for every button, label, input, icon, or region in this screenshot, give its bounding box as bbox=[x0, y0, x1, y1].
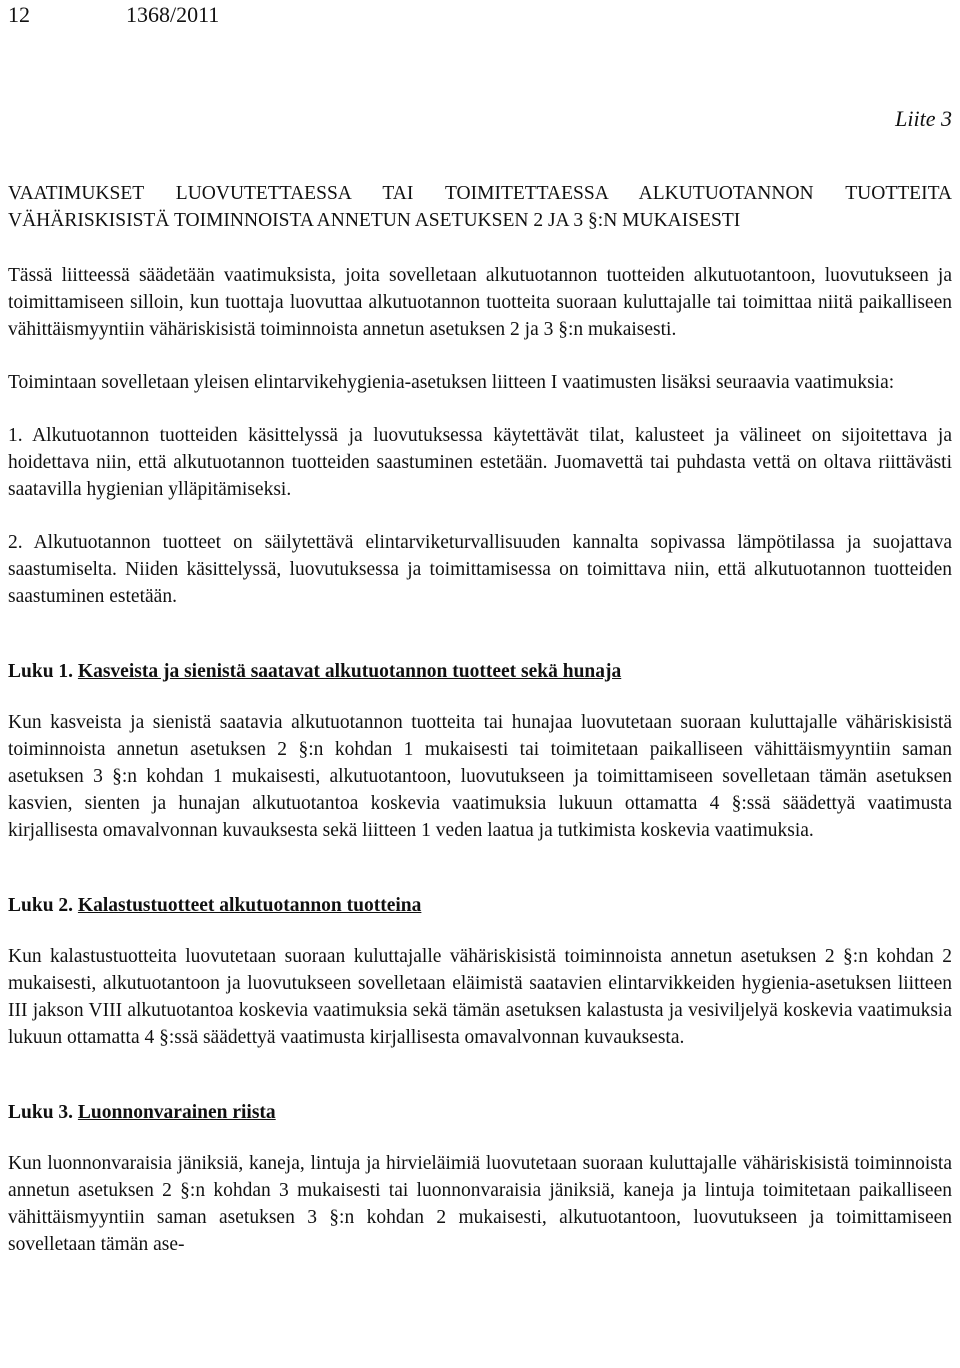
section-title: Kasveista ja sienistä saatavat alkutuotannon tuotteet sekä hunaja bbox=[77, 661, 622, 682]
document-title: VAATIMUKSET LUOVUTETTAESSA TAI TOIMITETTAESSA ALKUTUOTANNON TUOTTEITA VÄHÄRISKISISTÄ TOIMINNOISTA ANNETUN ASETUKSEN 2 JA 3 §:N MUKAISESTI bbox=[8, 183, 952, 231]
requirement-item: 1. Alkutuotannon tuotteiden käsittelyssä ja luovutuksessa käytettävät tilat, kalusteet ja välineet on sijoitettava ja hoidettava niin, että alkutuotannon tuotteiden saastuminen estetään. Juomavettä tai puhdasta vettä on oltava riittävästi saatavilla hygienian ylläpitämiseksi. bbox=[8, 425, 952, 500]
page-header bbox=[8, 2, 952, 34]
section-number: Luku 1. bbox=[8, 661, 74, 682]
section-body: Kun kalastustuotteita luovutetaan suoraan kuluttajalle vähäriskisistä toiminnoista annetun asetuksen 2 §:n kohdan 2 mukaisesti, alkutuotantoon ja luovutukseen sovelletaan eläimistä saatavien elintarvikkeiden hygienia-asetuksen liitteen III jakson VIII alkutuotantoa koskevia vaatimuksia sekä tämän asetuksen kalastusta ja vesiviljelyä koskevia vaatimuksia lukuun ottamatta 4 §:ssä säädettyä vaatimusta kirjallisesta omavalvonnan kuvauksesta. bbox=[8, 946, 952, 1048]
document-body bbox=[8, 180, 952, 1258]
intro-paragraph: Toimintaan sovelletaan yleisen elintarvikehygienia-asetuksen liitteen I vaatimusten lisäksi seuraavia vaatimuksia: bbox=[8, 372, 895, 393]
section-heading bbox=[8, 1099, 952, 1126]
section-title: Luonnonvarainen riista bbox=[77, 1102, 276, 1123]
section-title: Kalastustuotteet alkutuotannon tuotteina bbox=[77, 895, 422, 916]
section-body: Kun kasveista ja sienistä saatavia alkutuotannon tuotteita tai hunajaa luovutetaan suoraan kuluttajalle vähäriskisistä toiminnoista annetun asetuksen 2 §:n kohdan 1 mukaisesti tai toimitetaan paikalliseen vähittäismyyntiin saman asetuksen 3 §:n kohdan 1 mukaisesti, alkutuotantoon, luovutukseen ja toimittamiseen sovelletaan tämän asetuksen kasvien, sienten ja hunajan alkutuotantoa koskevia vaatimuksia lukuun ottamatta 4 §:ssä säädettyä vaatimusta kirjallisesta omavalvonnan kuvauksesta sekä liitteen 1 veden laatua ja tutkimista koskevia vaatimuksia. bbox=[8, 712, 952, 841]
appendix-label: Liite 3 bbox=[895, 106, 952, 131]
section-heading bbox=[8, 658, 952, 685]
section-body: Kun luonnonvaraisia jäniksiä, kaneja, lintuja ja hirvieläimiä luovutetaan suoraan kuluttajalle vähäriskisistä toiminnoista annetun asetuksen 2 §:n kohdan 3 mukaisesti tai luonnonvaraisia jäniksiä, kaneja ja lintuja toimitetaan paikalliseen vähittäismyyntiin saman asetuksen 3 §:n kohdan 2 mukaisesti, alkutuotantoon, luovutukseen ja toimittamiseen sovelletaan tämän ase- bbox=[8, 1153, 952, 1255]
requirement-item: 2. Alkutuotannon tuotteet on säilytettävä elintarviketurvallisuuden kannalta sopivassa lämpötilassa ja suojattava saastumiselta. Niiden käsittelyssä, luovutuksessa ja toimittamisessa on toimittava niin, että alkutuotannon tuotteiden saastuminen estetään. bbox=[8, 532, 952, 607]
page-number: 12 bbox=[8, 2, 30, 27]
section-heading bbox=[8, 892, 952, 919]
section-number: Luku 2. bbox=[8, 895, 74, 916]
section-number: Luku 3. bbox=[8, 1102, 74, 1123]
document-number: 1368/2011 bbox=[126, 2, 220, 27]
intro-paragraph: Tässä liitteessä säädetään vaatimuksista, joita sovelletaan alkutuotannon tuotteiden alkutuotantoon, luovutukseen ja toimittamiseen silloin, kun tuottaja luovuttaa alkutuotannon tuotteita suoraan kuluttajalle tai toimittaa niitä paikalliseen vähittäismyyntiin vähäriskisistä toiminnoista annetun asetuksen 2 ja 3 §:n mukaisesti. bbox=[8, 265, 952, 340]
